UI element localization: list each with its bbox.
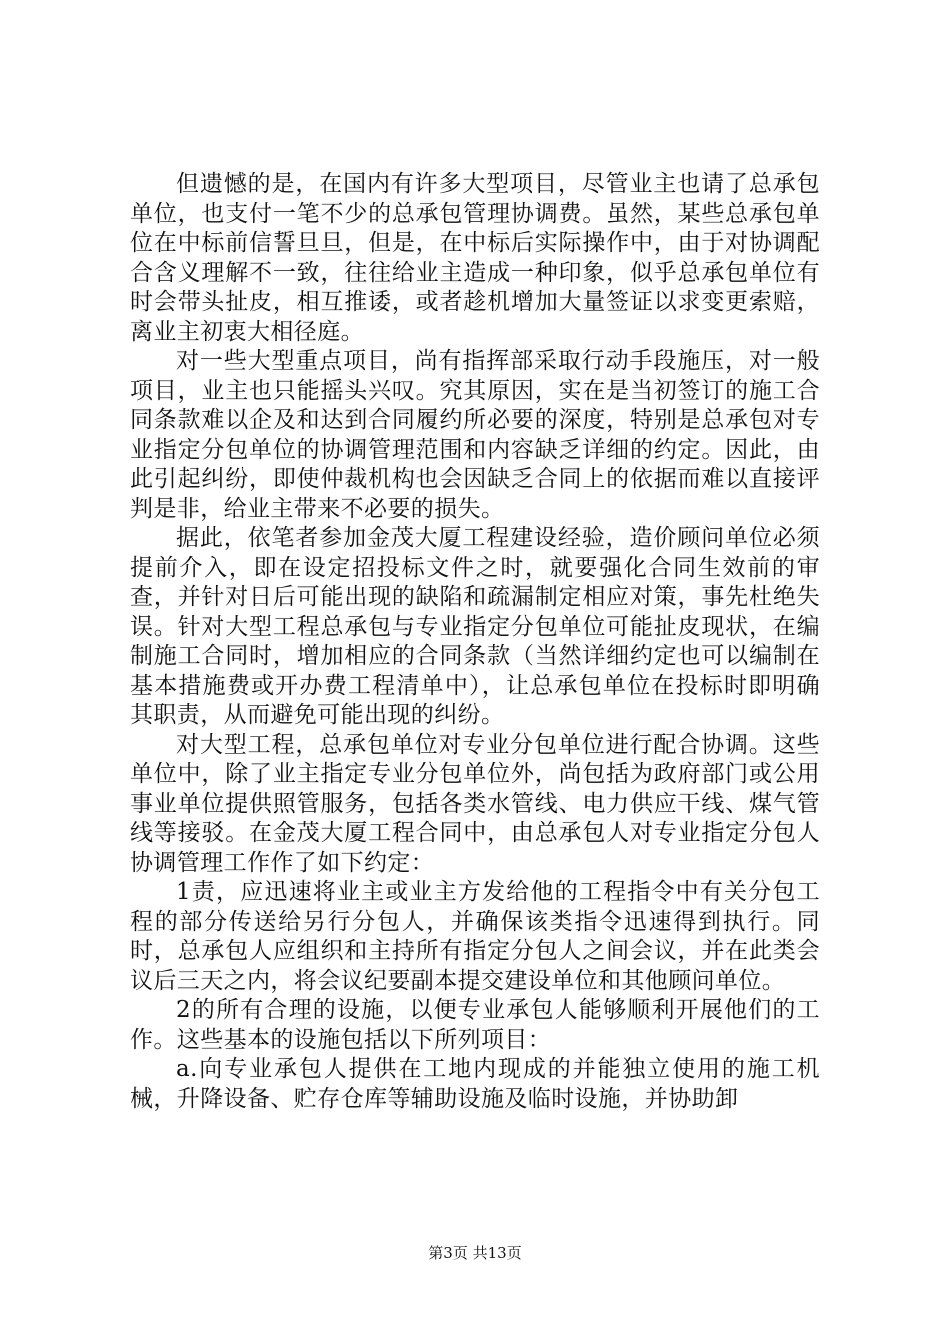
document-body	[130, 170, 820, 1114]
paragraph-4: 对大型工程，总承包单位对专业分包单位进行配合协调。这些单位中，除了业主指定专业分包单位外，尚包括为政府部门或公用事业单位提供照管服务，包括各类水管线、电力供应干线、煤气管线等接驳。在金茂大厦工程合同中，由总承包人对专业指定分包人协调管理工作作了如下约定：	[130, 731, 820, 876]
paragraph-3: 据此，依笔者参加金茂大厦工程建设经验，造价顾问单位必须提前介入，即在设定招投标文件之时，就要强化合同生效前的审查，并针对日后可能出现的缺陷和疏漏制定相应对策，事先杜绝失误。针对大型工程总承包与专业指定分包单位可能扯皮现状，在编制施工合同时，增加相应的合同条款（当然详细约定也可以编制在基本措施费或开办费工程清单中），让总承包单位在投标时即明确其职责，从而避免可能出现的纠纷。	[130, 525, 820, 728]
paragraph-2: 对一些大型重点项目，尚有指挥部采取行动手段施压，对一般项目，业主也只能摇头兴叹。究其原因，实在是当初签订的施工合同条款难以企及和达到合同履约所必要的深度，特别是总承包对专业指定分包单位的协调管理范围和内容缺乏详细的约定。因此，由此引起纠纷，即使仲裁机构也会因缺乏合同上的依据而难以直接评判是非，给业主带来不必要的损失。	[130, 348, 820, 522]
page-number-footer: 第3页 共13页	[428, 1244, 522, 1262]
paragraph-7: a.向专业承包人提供在工地内现成的并能独立使用的施工机械，升降设备、贮存仓库等辅助设施及临时设施，并协助卸	[130, 1056, 820, 1112]
paragraph-1: 但遗憾的是，在国内有许多大型项目，尽管业主也请了总承包单位，也支付一笔不少的总承包管理协调费。虽然，某些总承包单位在中标前信誓旦旦，但是，在中标后实际操作中，由于对协调配合含义理解不一致，往往给业主造成一种印象，似乎总承包单位有时会带头扯皮，相互推诿，或者趁机增加大量签证以求变更索赔，离业主初衷大相径庭。	[130, 171, 820, 345]
paragraph-5: 1责，应迅速将业主或业主方发给他的工程指令中有关分包工程的部分传送给另行分包人，并确保该类指令迅速得到执行。同时，总承包人应组织和主持所有指定分包人之间会议，并在此类会议后三天之内，将会议纪要副本提交建设单位和其他顾问单位。	[130, 879, 820, 994]
paragraph-6: 2的所有合理的设施，以便专业承包人能够顺利开展他们的工作。这些基本的设施包括以下所列项目：	[130, 997, 820, 1053]
